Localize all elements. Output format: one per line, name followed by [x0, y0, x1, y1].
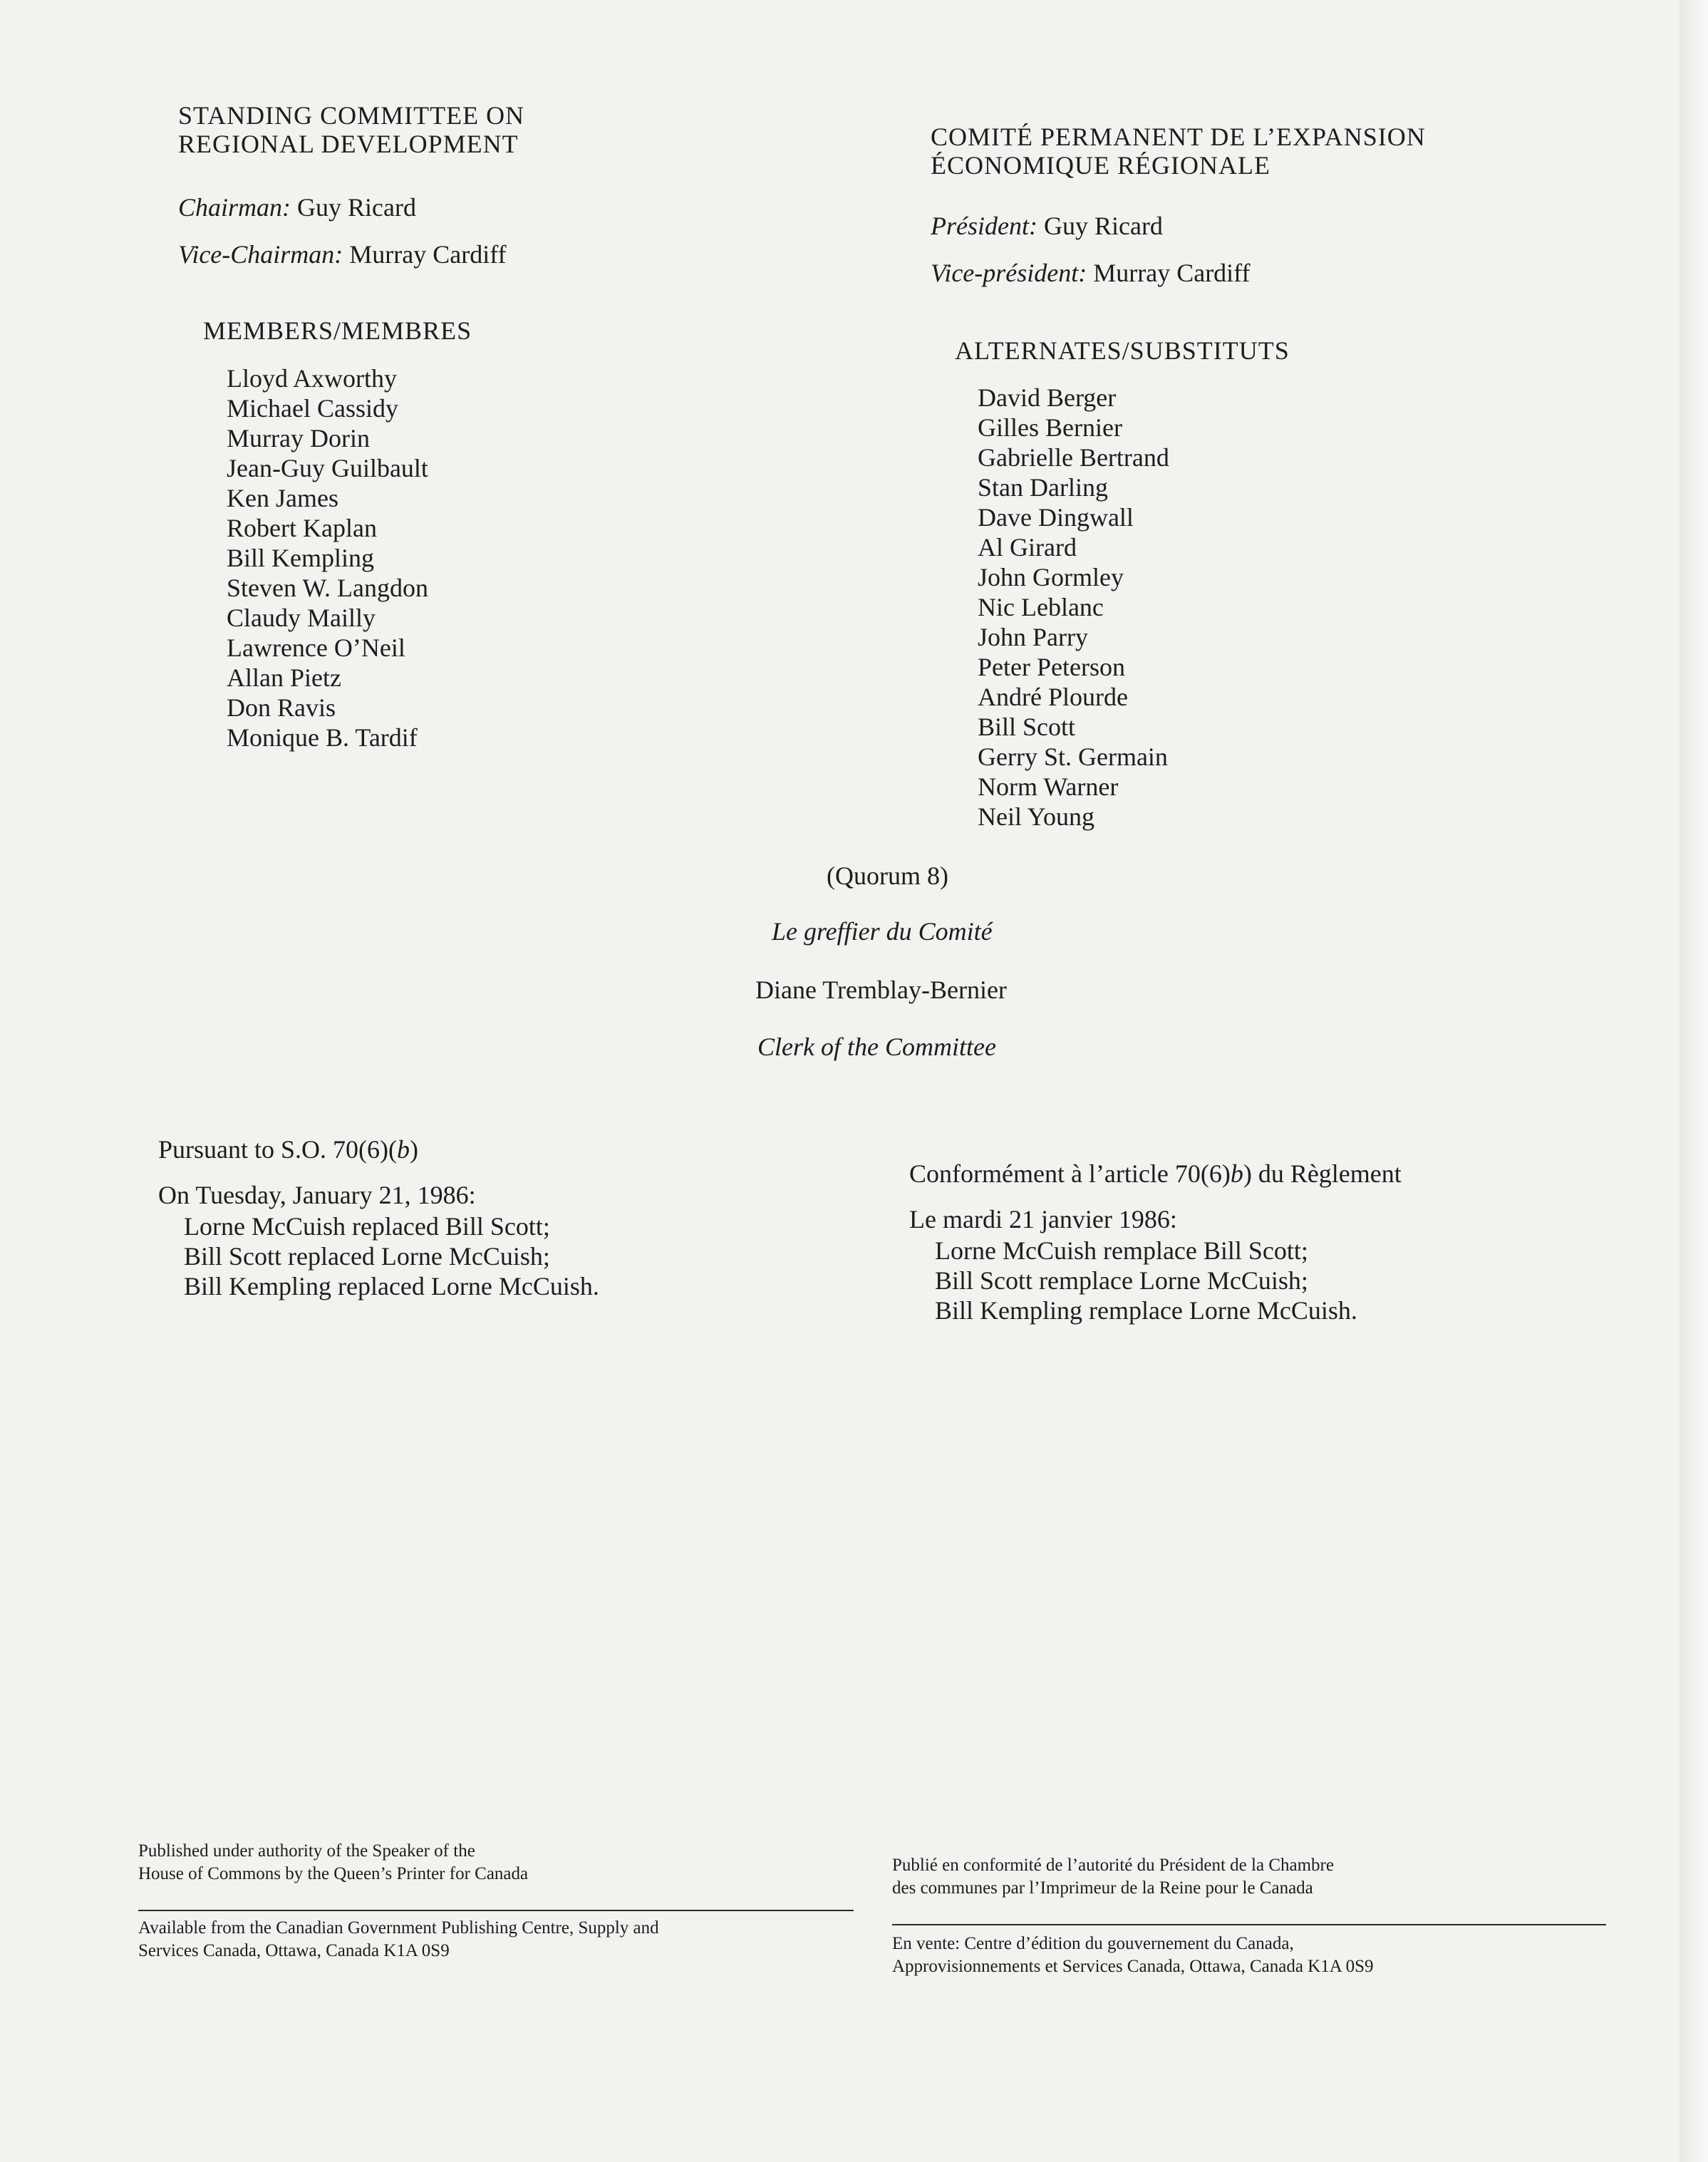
change-date-fr: Le mardi 21 janvier 1986: [909, 1205, 1177, 1233]
change-line: Bill Kempling remplace Lorne McCuish. [935, 1296, 1357, 1325]
available-fr-line2: Approvisionnements et Services Canada, Ottawa, Canada K1A 0S9 [892, 1957, 1374, 1976]
member-name: Lloyd Axworthy [227, 364, 397, 393]
clerk-title-fr-text: Le greffier du Comité [772, 917, 993, 946]
pursuant-en-end: ) [410, 1135, 418, 1164]
available-en-line2: Services Canada, Ottawa, Canada K1A 0S9 [138, 1941, 450, 1960]
clerk-title-en [757, 1032, 996, 1062]
chairman-fr-name: Guy Ricard [1043, 212, 1163, 240]
member-name: Ken James [227, 484, 338, 512]
alternate-name: Dave Dingwall [978, 503, 1134, 532]
member-name: Robert Kaplan [227, 514, 377, 542]
available-en-line1: Available from the Canadian Government Publishing Centre, Supply and [138, 1918, 659, 1938]
alternates-heading: ALTERNATES/SUBSTITUTS [955, 336, 1290, 365]
pursuant-fr-b: b [1230, 1159, 1243, 1188]
alternate-name: Gerry St. Germain [978, 743, 1168, 771]
vice-chairman-fr-role: Vice-président: [931, 259, 1087, 287]
published-notice-en [138, 1840, 528, 1886]
member-name: Bill Kempling [227, 544, 374, 572]
clerk-name: Diane Tremblay-Bernier [755, 976, 1007, 1004]
change-line: Bill Scott remplace Lorne McCuish; [935, 1266, 1308, 1295]
member-name: Lawrence O’Neil [227, 633, 405, 662]
alternate-name: Al Girard [978, 533, 1077, 562]
vice-chairman-en [178, 239, 507, 269]
committee-title-en [178, 101, 524, 158]
chairman-en [178, 192, 416, 222]
pursuant-fr-end: ) du Règlement [1243, 1159, 1402, 1188]
member-name: Allan Pietz [227, 663, 341, 692]
member-name: Steven W. Langdon [227, 574, 428, 602]
committee-title-fr-line2: ÉCONOMIQUE RÉGIONALE [931, 151, 1270, 180]
alternate-name: David Berger [978, 383, 1117, 412]
pursuant-en-b: b [397, 1135, 410, 1164]
clerk-title-en-text: Clerk of the Committee [757, 1033, 996, 1061]
alternate-name: Stan Darling [978, 473, 1108, 502]
member-name: Michael Cassidy [227, 394, 398, 423]
chairman-en-name: Guy Ricard [297, 193, 416, 222]
chairman-en-role: Chairman: [178, 193, 291, 222]
alternate-name: Bill Scott [978, 713, 1076, 741]
member-name: Monique B. Tardif [227, 723, 418, 752]
member-name: Murray Dorin [227, 424, 370, 452]
alternate-name: André Plourde [978, 683, 1128, 711]
change-lines-fr [935, 1236, 1357, 1325]
alternate-name: Neil Young [978, 802, 1095, 831]
committee-title-en-line2: REGIONAL DEVELOPMENT [178, 130, 519, 158]
alternate-name: John Parry [978, 623, 1088, 651]
vice-chairman-fr [931, 258, 1251, 288]
alternate-name: Gilles Bernier [978, 413, 1122, 442]
published-fr-line1: Publié en conformité de l’autorité du Président de la Chambre [892, 1856, 1334, 1875]
page-edge-shadow [1679, 0, 1708, 2162]
change-date-en: On Tuesday, January 21, 1986: [158, 1181, 476, 1209]
available-notice-en [138, 1917, 659, 1962]
change-line: Lorne McCuish replaced Bill Scott; [184, 1212, 550, 1241]
member-name: Jean-Guy Guilbault [227, 454, 428, 482]
change-line: Lorne McCuish remplace Bill Scott; [935, 1236, 1308, 1265]
member-name: Claudy Mailly [227, 604, 376, 632]
chairman-fr-role: Président: [931, 212, 1037, 240]
alternate-name: Peter Peterson [978, 653, 1125, 681]
members-list [227, 363, 428, 752]
pursuant-fr [909, 1159, 1402, 1189]
available-fr-line1: En vente: Centre d’édition du gouvernement du Canada, [892, 1934, 1294, 1953]
committee-title-fr [931, 123, 1426, 180]
committee-title-fr-line1: COMITÉ PERMANENT DE L’EXPANSION [931, 123, 1426, 151]
pursuant-fr-text: Conformément à l’article 70(6) [909, 1159, 1231, 1188]
alternate-name: John Gormley [978, 563, 1124, 591]
vice-chairman-fr-name: Murray Cardiff [1093, 259, 1251, 287]
alternate-name: Norm Warner [978, 772, 1119, 801]
pursuant-en [158, 1134, 418, 1164]
members-heading: MEMBERS/MEMBRES [203, 316, 472, 345]
footer-divider-fr [892, 1924, 1606, 1925]
change-line: Bill Kempling replaced Lorne McCuish. [184, 1272, 599, 1300]
clerk-title-fr [772, 916, 993, 946]
chairman-fr [931, 211, 1163, 241]
committee-title-en-line1: STANDING COMMITTEE ON [178, 101, 525, 130]
published-en-line2: House of Commons by the Queen’s Printer for Canada [138, 1864, 529, 1883]
member-name: Don Ravis [227, 693, 336, 722]
quorum: (Quorum 8) [827, 862, 948, 890]
change-line: Bill Scott replaced Lorne McCuish; [184, 1242, 550, 1271]
alternate-name: Gabrielle Bertrand [978, 443, 1169, 472]
vice-chairman-en-role: Vice-Chairman: [178, 240, 343, 269]
published-notice-fr [892, 1854, 1334, 1900]
alternates-list [978, 383, 1169, 832]
vice-chairman-en-name: Murray Cardiff [349, 240, 507, 269]
available-notice-fr [892, 1933, 1374, 1978]
change-lines-en [184, 1211, 599, 1301]
alternate-name: Nic Leblanc [978, 593, 1104, 621]
pursuant-en-text: Pursuant to S.O. 70(6)( [158, 1135, 397, 1164]
published-en-line1: Published under authority of the Speaker of the [138, 1841, 475, 1861]
footer-divider-en [138, 1910, 854, 1911]
published-fr-line2: des communes par l’Imprimeur de la Reine pour le Canada [892, 1878, 1313, 1898]
